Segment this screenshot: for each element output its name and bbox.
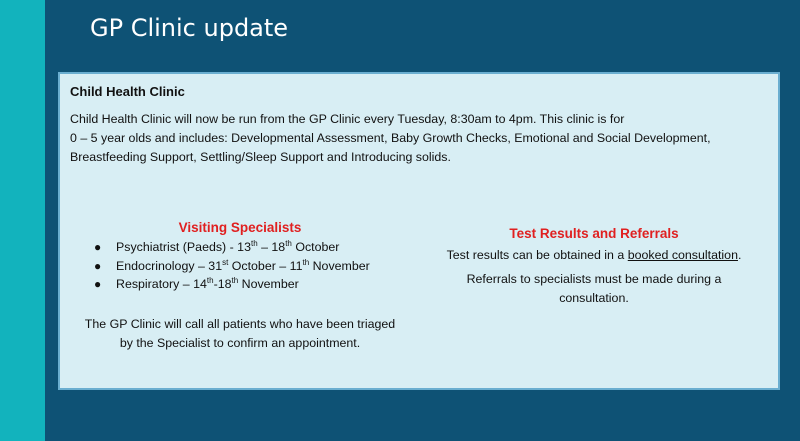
visiting-specialists-section	[70, 220, 410, 353]
callback-line: by the Specialist to confirm an appointment.	[119, 335, 361, 350]
referrals-note	[424, 270, 764, 308]
specialist-name: Respiratory – 14	[116, 277, 207, 291]
ordinal-suffix: th	[302, 257, 310, 267]
list-item	[70, 257, 410, 276]
list-item	[70, 238, 410, 257]
specialists-list	[70, 238, 410, 294]
specialist-date-mid: -18	[213, 277, 232, 291]
results-text-after: .	[737, 248, 742, 262]
specialist-date-mid: – 18	[257, 240, 286, 254]
specialist-name: Endocrinology – 31	[116, 258, 223, 273]
specialist-date-mid: October – 11	[228, 258, 303, 273]
visiting-specialists-title: Visiting Specialists	[178, 220, 302, 235]
test-results-section	[424, 226, 764, 308]
intro-line: Child Health Clinic will now be run from the GP Clinic every Tuesday, 8:30am to 4pm. This clinic is for	[70, 112, 625, 126]
panel-heading: Child Health Clinic	[70, 84, 185, 99]
results-text-before: Test results can be obtained in a	[446, 248, 628, 262]
specialist-name: Psychiatrist (Paeds) - 13	[116, 240, 251, 254]
referrals-line: Referrals to specialists must be made during a	[466, 272, 722, 286]
intro-paragraph	[70, 110, 770, 167]
intro-line: Breastfeeding Support, Settling/Sleep Support and Introducing solids.	[70, 150, 451, 164]
test-results-title: Test Results and Referrals	[509, 226, 679, 241]
ordinal-suffix: th	[250, 238, 258, 248]
specialist-date-end: November	[309, 258, 370, 273]
bullet-icon: ●	[94, 240, 102, 254]
specialist-date-end: October	[291, 240, 340, 254]
specialist-date-end: November	[238, 277, 299, 291]
ordinal-suffix: th	[231, 275, 239, 285]
bullet-icon: ●	[94, 258, 102, 273]
results-text	[424, 246, 764, 265]
referrals-line: consultation.	[559, 291, 629, 305]
list-item	[70, 275, 410, 294]
callback-line: The GP Clinic will call all patients who have been triaged	[84, 316, 396, 331]
ordinal-suffix: st	[222, 257, 229, 267]
content-panel	[58, 72, 780, 390]
bullet-icon: ●	[94, 277, 102, 291]
side-accent-bar	[0, 0, 45, 441]
callback-note	[70, 315, 410, 353]
ordinal-suffix: th	[285, 238, 292, 248]
ordinal-suffix: th	[206, 275, 214, 285]
intro-line: 0 – 5 year olds and includes: Developmental Assessment, Baby Growth Checks, Emotional and Social Development,	[70, 131, 711, 145]
booked-consultation-link[interactable]: booked consultation	[627, 248, 738, 262]
slide-title: GP Clinic update	[90, 14, 289, 42]
